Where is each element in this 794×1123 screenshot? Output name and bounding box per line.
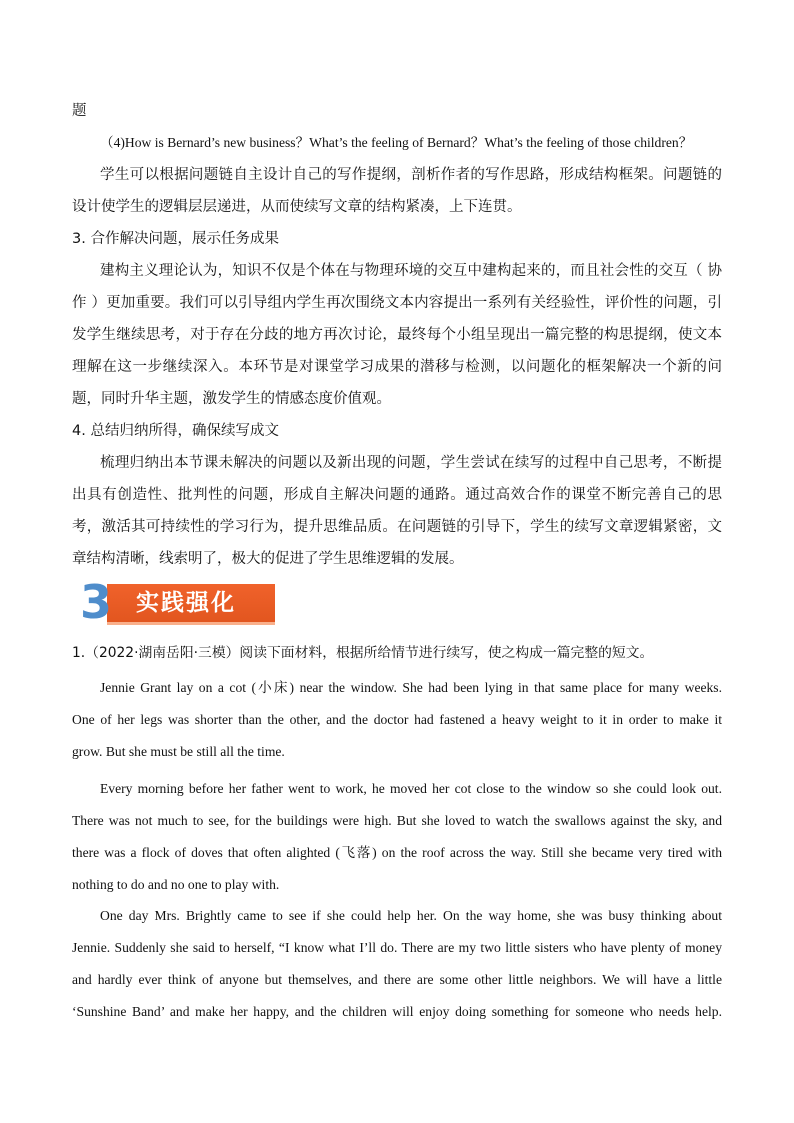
passage-line: Jennie. Suddenly she said to herself, “I know what I’ll do. There are my two little sisters who have plenty of money bbox=[72, 940, 722, 955]
paragraph-step-3: 建构主义理论认为，知识不仅是个体在与物理环境的交互中建构起来的，而且社会性的交互（ 协作 ）更加重要。我们可以引导组内学生再次围绕文本内容提出一系列有关经验性，评价性的问题，引发学生继续思考，对于存在分歧的地方再次讨论，最终每个小组呈现出一篇完整的构思提纲，使文本理解在这一步继续深入。本环节是对课堂学习成果的潜移与检测，以问题化的框架解决一个新的问题，同时升华主题，激发学生的情感态度价值观。 bbox=[72, 263, 722, 407]
question-4: （4)How is Bernard’s new business？What’s the feeling of Bernard？What’s the feeling of those children？ bbox=[100, 135, 693, 150]
paragraph-outline: 学生可以根据问题链自主设计自己的写作提纲，剖析作者的写作思路，形成结构框架。问题链的设计使学生的逻辑层层递进，从而使续写文章的结构紧凑，上下连贯。 bbox=[72, 167, 722, 215]
passage-line: nothing to do and no one to play with. bbox=[72, 877, 280, 892]
exercise-intro: 1.（2022·湖南岳阳·三模）阅读下面材料，根据所给情节进行续写，使之构成一篇完整的短文。 bbox=[72, 645, 654, 661]
paragraph-step-4: 梳理归纳出本节课未解决的问题以及新出现的问题，学生尝试在续写的过程中自己思考，不断提出具有创造性、批判性的问题，形成自主解决问题的通路。通过高效合作的课堂不断完善自己的思考，激活其可持续性的学习行为，提升思维品质。在问题链的引导下，学生的续写文章逻辑紧密，文章结构清晰，线索明了，极大的促进了学生思维逻辑的发展。 bbox=[72, 455, 722, 567]
section-banner bbox=[80, 575, 280, 629]
passage-line: and hardly ever think of anyone but themselves, and there are some other little neighbors. We will have a little bbox=[72, 972, 722, 987]
passage-line: there was a flock of doves that often alighted (飞落) on the roof across the way. Still she became very tired with bbox=[72, 845, 722, 860]
passage-line: One of her legs was shorter than the other, and the doctor had fastened a heavy weight to it in order to make it bbox=[72, 712, 722, 727]
banner-number: 3 bbox=[80, 575, 111, 629]
passage-line: There was not much to see, for the buildings were high. But she loved to watch the swallows against the sky, and bbox=[72, 813, 722, 828]
passage-line: grow. But she must be still all the time. bbox=[72, 744, 285, 759]
passage-line: Jennie Grant lay on a cot (小床) near the window. She had been lying in that same place for many weeks. bbox=[100, 680, 722, 695]
passage-line: ‘Sunshine Band’ and make her happy, and the children will enjoy doing something for someone who needs help. bbox=[72, 1004, 722, 1019]
passage-line: One day Mrs. Brightly came to see if she could help her. On the way home, she was busy thinking about bbox=[100, 908, 722, 923]
heading-step-3: 3. 合作解决问题，展示任务成果 bbox=[72, 231, 279, 247]
continued-line: 题 bbox=[72, 103, 87, 119]
banner-box bbox=[107, 584, 275, 625]
passage-line: Every morning before her father went to work, he moved her cot close to the window so she could look out. bbox=[100, 781, 722, 796]
heading-step-4: 4. 总结归纳所得，确保续写成文 bbox=[72, 423, 279, 439]
banner-label: 实践强化 bbox=[136, 590, 236, 616]
